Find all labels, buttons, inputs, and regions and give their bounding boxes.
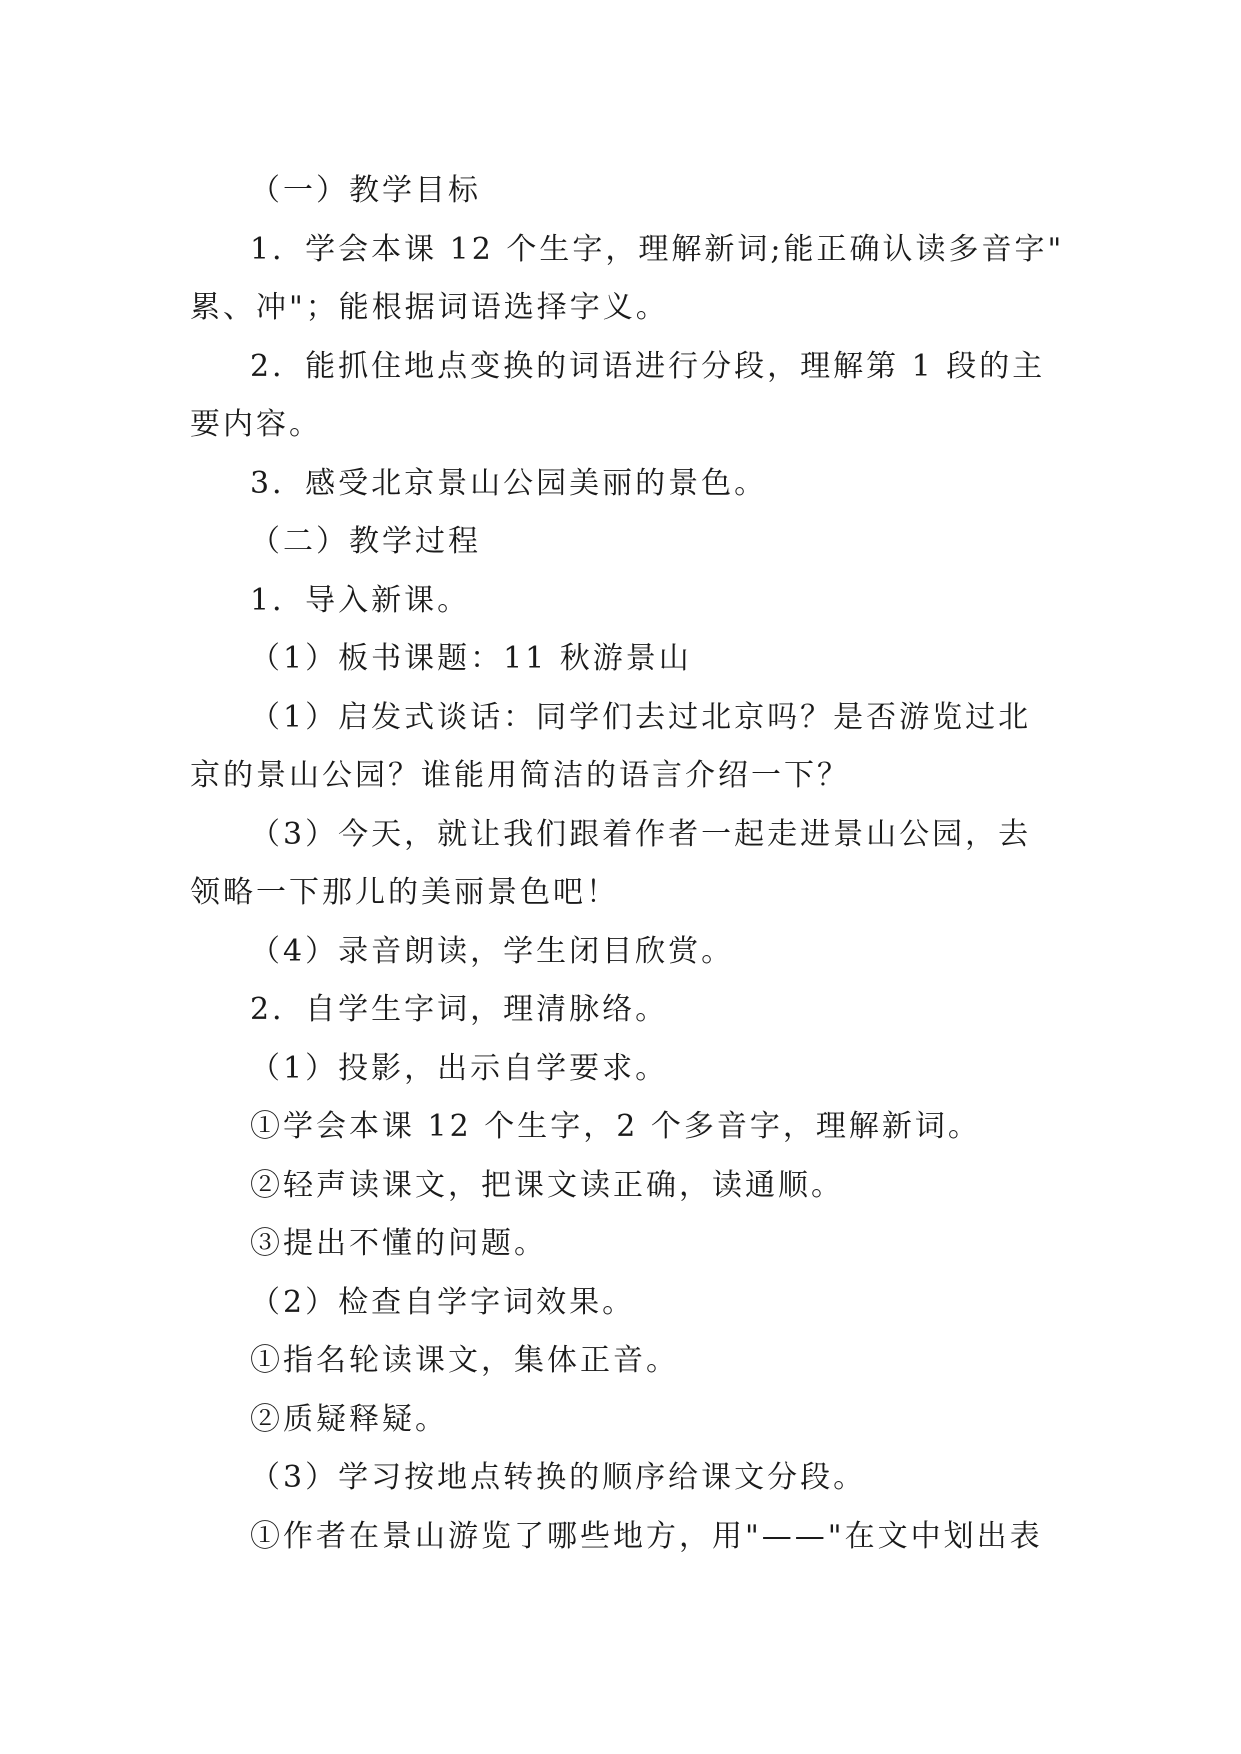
list-item: ②轻声读课文，把课文读正确，读通顺。 (250, 1167, 844, 1203)
list-item: ③提出不懂的问题。 (250, 1226, 547, 1261)
paragraph-line: （3）学习按地点转换的顺序给课文分段。 (250, 1460, 867, 1495)
paragraph-line: 2．自学生字词，理清脉络。 (250, 992, 669, 1027)
section-heading-objectives: （一）教学目标 (250, 173, 481, 208)
paragraph-line: 要内容。 (190, 407, 322, 442)
paragraph-line: 3．感受北京景山公园美丽的景色。 (250, 465, 768, 501)
paragraph-line: （1）板书课题：11 秋游景山 (250, 641, 692, 676)
list-item: ①作者在景山游览了哪些地方，用"——"在文中划出表 (250, 1518, 1043, 1554)
paragraph-line: （1）投影，出示自学要求。 (250, 1050, 669, 1086)
paragraph-line: 2．能抓住地点变换的词语进行分段，理解第 1 段的主 (250, 348, 1046, 384)
paragraph-line: （2）检查自学字词效果。 (250, 1284, 636, 1320)
paragraph-line: 1．导入新课。 (250, 582, 471, 618)
paragraph-line: 1．学会本课 12 个生字，理解新词;能正确认读多音字" (250, 231, 1065, 267)
paragraph-line: （3）今天，就让我们跟着作者一起走进景山公园，去 (250, 816, 1032, 852)
paragraph-line: （4）录音朗读，学生闭目欣赏。 (250, 933, 735, 969)
paragraph-line: （1）启发式谈话：同学们去过北京吗？是否游览过北 (250, 699, 1032, 735)
document-page (190, 162, 1065, 1566)
list-item: ①学会本课 12 个生字，2 个多音字，理解新词。 (250, 1109, 981, 1144)
paragraph-line: 领略一下那儿的美丽景色吧！ (190, 875, 619, 910)
list-item: ②质疑释疑。 (250, 1401, 448, 1437)
paragraph-line: 京的景山公园？谁能用简洁的语言介绍一下？ (190, 758, 850, 793)
section-heading-process: （二）教学过程 (250, 524, 481, 559)
list-item: ①指名轮读课文，集体正音。 (250, 1343, 679, 1378)
paragraph-line: 累、冲"；能根据词语选择字义。 (190, 290, 669, 325)
